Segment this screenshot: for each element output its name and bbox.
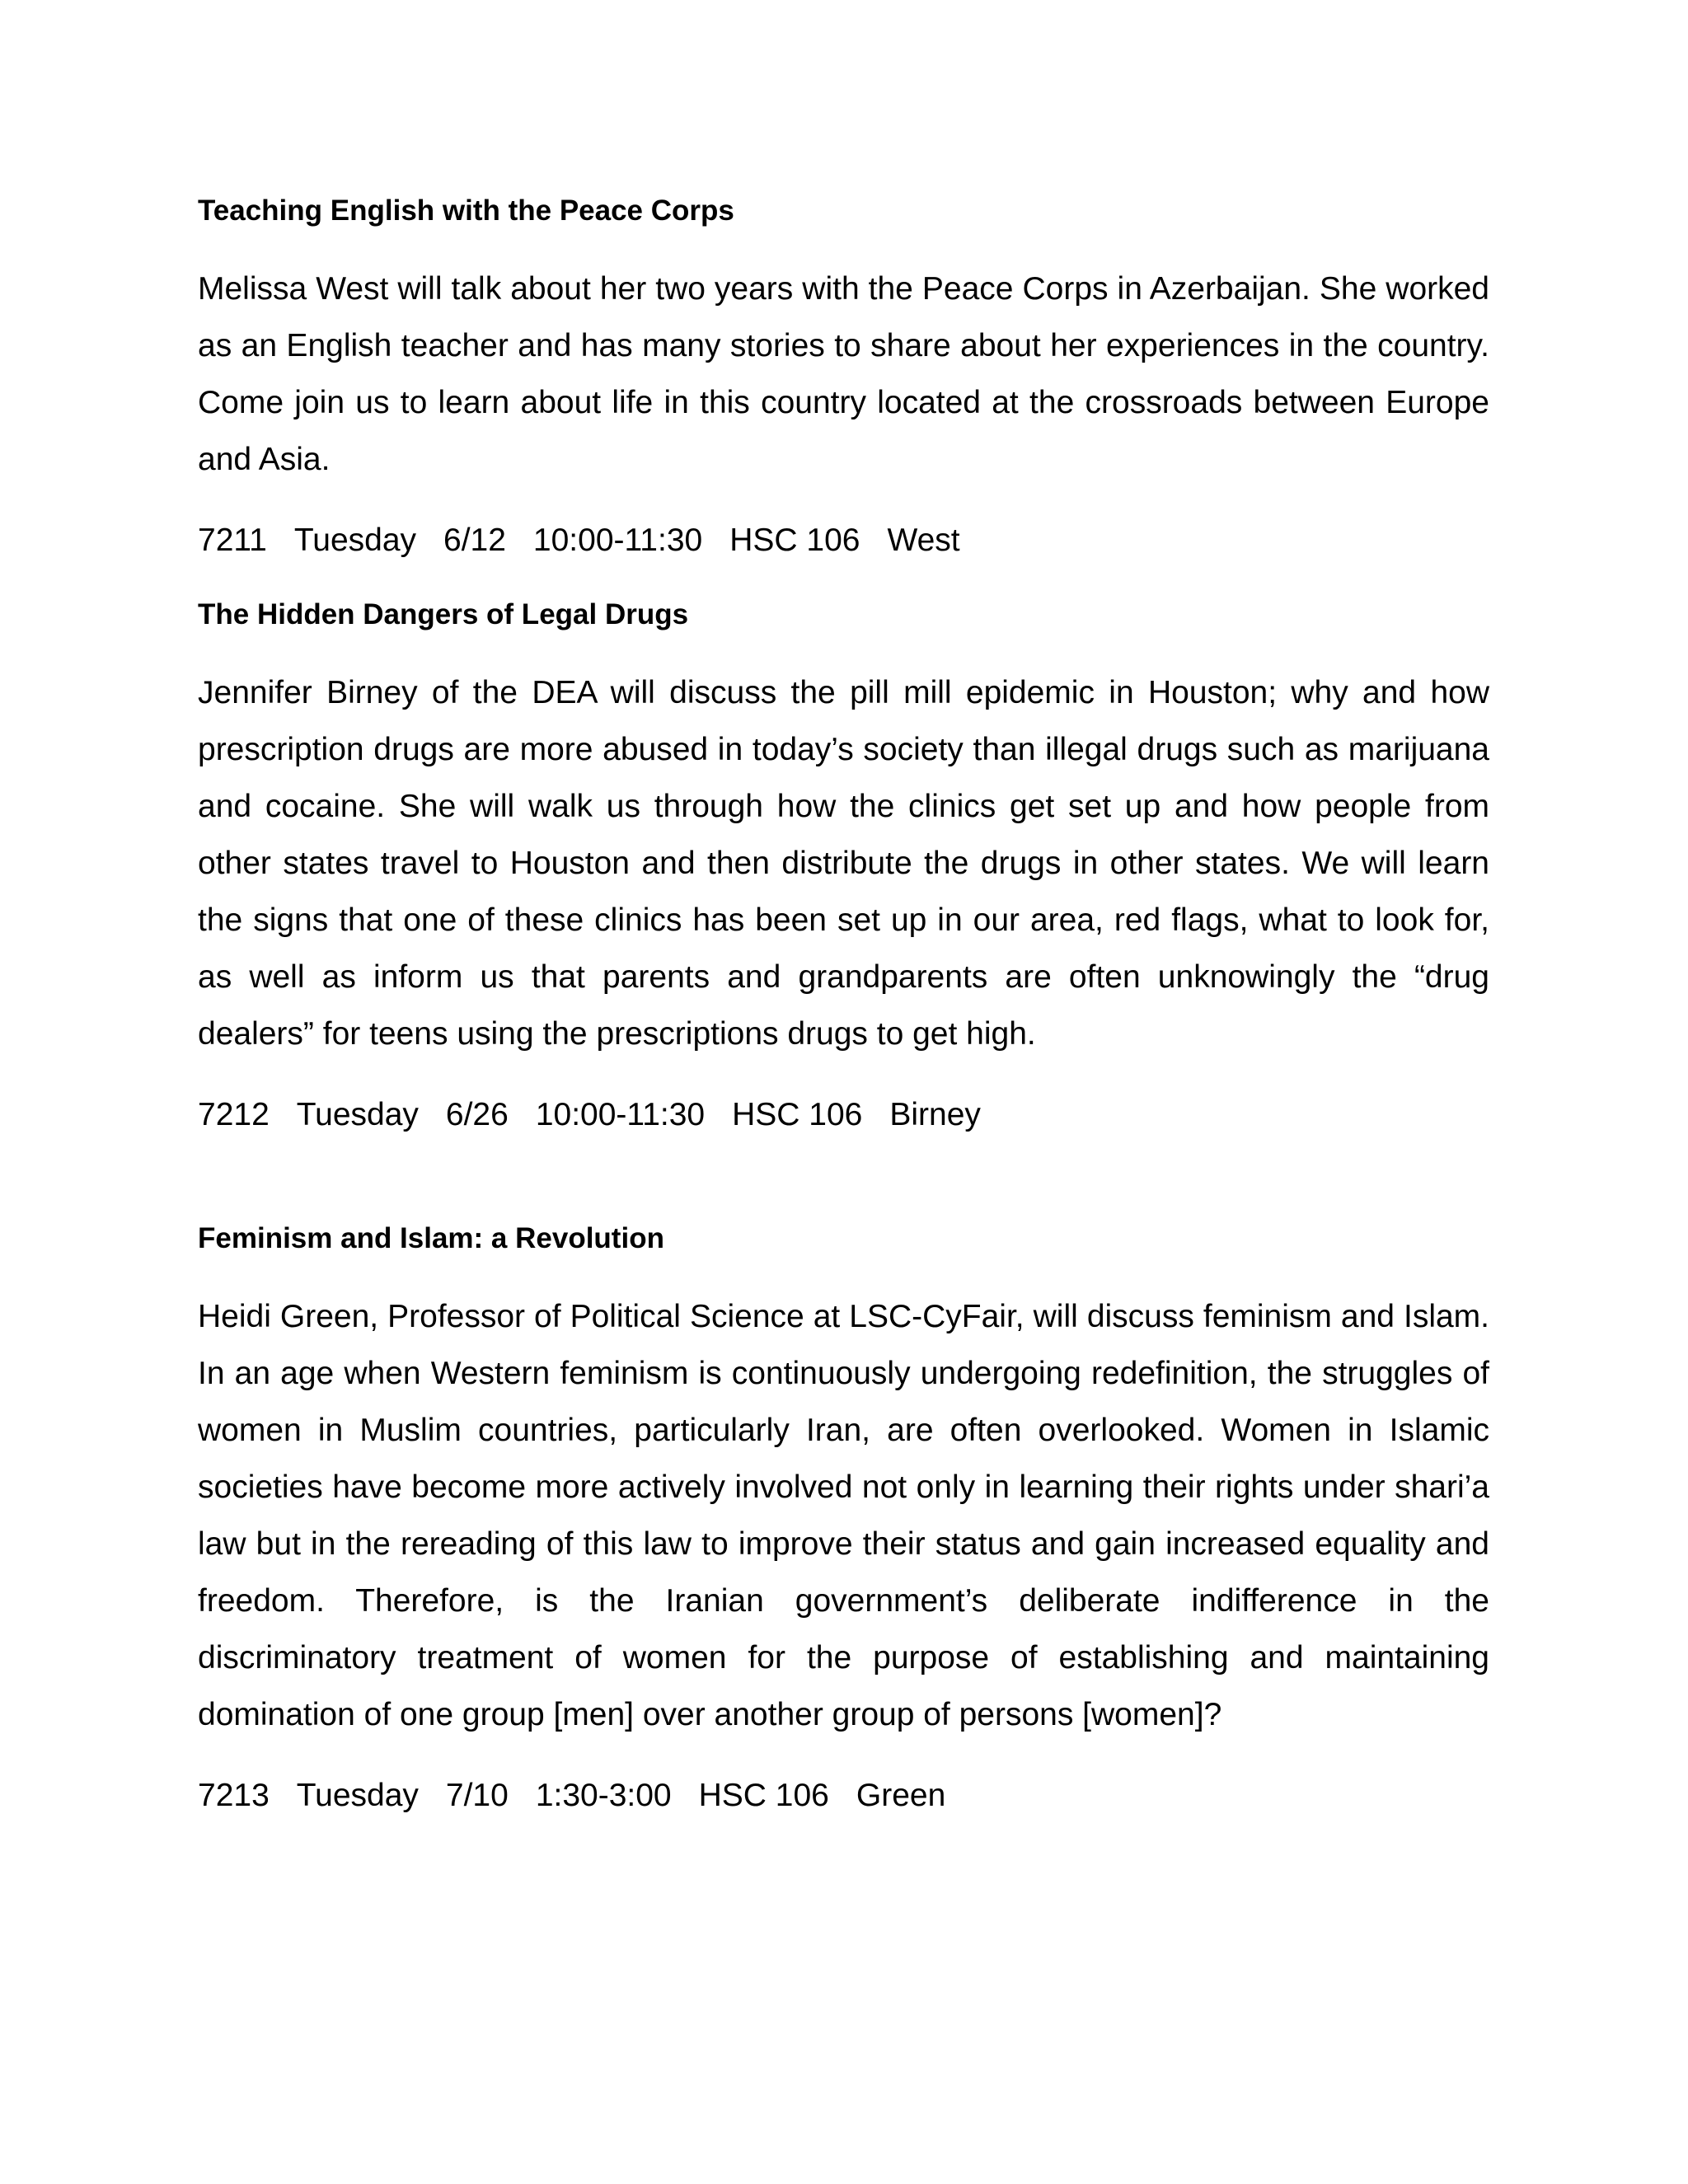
course-room: HSC 106: [729, 523, 860, 558]
course-day: Tuesday: [296, 1097, 419, 1132]
course-section: [198, 1217, 1489, 1817]
course-description: Heidi Green, Professor of Political Science at LSC-CyFair, will discuss feminism and Islam. In an age when Western feminism is continuously undergoing redefinition, the struggles of women in Muslim countries, particularly Iran, are often overlooked. Women in Islamic societies have become more actively involved not only in learning their rights under shari’a law but in the rereading of this law to improve their status and gain increased equality and freedom. Therefore, is the Iranian government’s deliberate indifference in the discriminatory treatment of women for the purpose of establishing and maintaining domination of one group [men] over another group of persons [women]?: [198, 1299, 1489, 1732]
course-date: 7/10: [445, 1778, 509, 1813]
course-instructor: Birney: [889, 1097, 981, 1132]
course-description: Jennifer Birney of the DEA will discuss the pill mill epidemic in Houston; why and how prescription drugs are more abused in today’s society than illegal drugs such as marijuana and cocaine. She will walk us through how the clinics get set up and how people from other states travel to Houston and then distribute the drugs in other states. We will learn the signs that one of these clinics has been set up in our area, red flags, what to look for, as well as inform us that parents and grandparents are often unknowingly the “drug dealers” for teens using the prescriptions drugs to get high.: [198, 675, 1489, 1052]
course-number: 7211: [198, 523, 267, 558]
course-title: Teaching English with the Peace Corps: [198, 194, 734, 227]
course-time: 1:30-3:00: [535, 1778, 672, 1813]
course-title: Feminism and Islam: a Revolution: [198, 1222, 664, 1254]
course-number: 7213: [198, 1778, 270, 1813]
course-room: HSC 106: [698, 1778, 829, 1813]
course-instructor: Green: [856, 1778, 946, 1813]
course-time: 10:00-11:30: [535, 1097, 706, 1132]
course-schedule: [198, 519, 1489, 562]
course-schedule: [198, 1094, 1489, 1137]
course-instructor: West: [887, 523, 960, 558]
course-date: 6/12: [443, 523, 506, 558]
course-title: The Hidden Dangers of Legal Drugs: [198, 598, 689, 630]
section-spacer: [198, 562, 1489, 593]
course-day: Tuesday: [293, 523, 417, 558]
course-room: HSC 106: [732, 1097, 863, 1132]
section-spacer: [198, 1137, 1489, 1217]
course-schedule: [198, 1774, 1489, 1817]
course-section: [198, 593, 1489, 1137]
course-number: 7212: [198, 1097, 270, 1132]
course-time: 10:00-11:30: [532, 523, 703, 558]
course-description: Melissa West will talk about her two years with the Peace Corps in Azerbaijan. She worked as an English teacher and has many stories to share about her experiences in the country. Come join us to learn about life in this country located at the crossroads between Europe and Asia.: [198, 271, 1489, 477]
course-section: [198, 190, 1489, 562]
document-page: [198, 190, 1489, 1817]
course-date: 6/26: [445, 1097, 509, 1132]
course-day: Tuesday: [296, 1778, 419, 1813]
